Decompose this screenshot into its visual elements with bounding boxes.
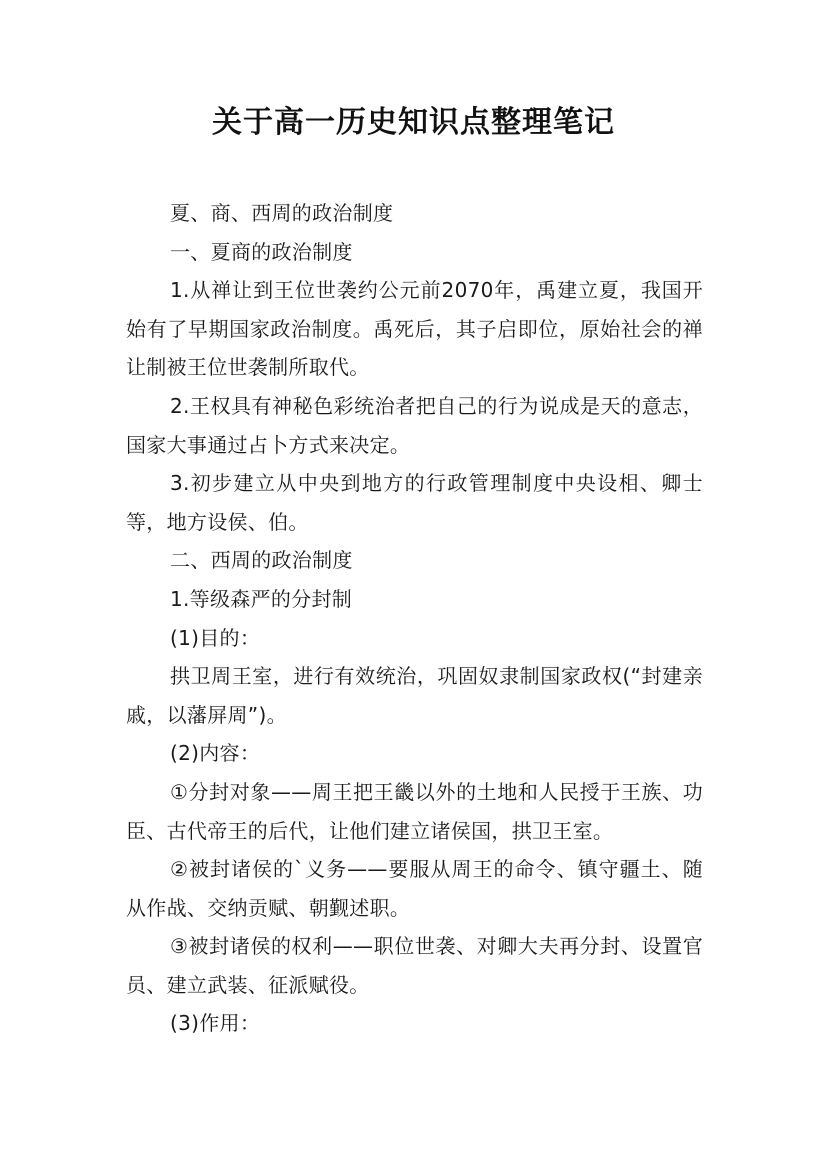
subheading-content: (2)内容： [170, 741, 261, 766]
heading-section: 夏、商、西周的政治制度 [170, 201, 394, 225]
subheading-effect: (3)作用： [170, 1011, 261, 1036]
document-title: 关于高一历史知识点整理笔记 [212, 105, 615, 140]
paragraph: 1.从禅让到王位世袭约公元前2070年，禹建立夏，我国开始有了早期国家政治制度。禹死后，其子启即位，原始社会的禅让制被王位世袭制所取代。 [126, 278, 703, 380]
paragraph: ③被封诸侯的权利——职位世袭、对卿大夫再分封、设置官员、建立武装、征派赋役。 [126, 934, 703, 997]
paragraph: 2.王权具有神秘色彩统治者把自己的行为说成是天的意志，国家大事通过占卜方式来决定。 [126, 393, 703, 457]
heading-xia-shang: 一、夏商的政治制度 [170, 239, 353, 264]
document-body [126, 194, 703, 1043]
subheading-purpose: (1)目的： [170, 625, 261, 650]
heading-western-zhou: 二、西周的政治制度 [170, 548, 353, 573]
paragraph: 拱卫周王室，进行有效统治，巩固奴隶制国家政权(“封建亲戚，以藩屏周”)。 [126, 664, 703, 727]
paragraph: 3.初步建立从中央到地方的行政管理制度中央设相、卿士等，地方设侯、伯。 [126, 471, 703, 534]
paragraph: ②被封诸侯的`义务——要服从周王的命令、镇守疆土、随从作战、交纳贡赋、朝觐述职。 [126, 857, 703, 920]
subheading-fengjian: 1.等级森严的分封制 [170, 586, 353, 611]
paragraph: ①分封对象——周王把王畿以外的土地和人民授于王族、功臣、古代帝王的后代，让他们建立诸侯国，拱卫王室。 [126, 779, 703, 843]
